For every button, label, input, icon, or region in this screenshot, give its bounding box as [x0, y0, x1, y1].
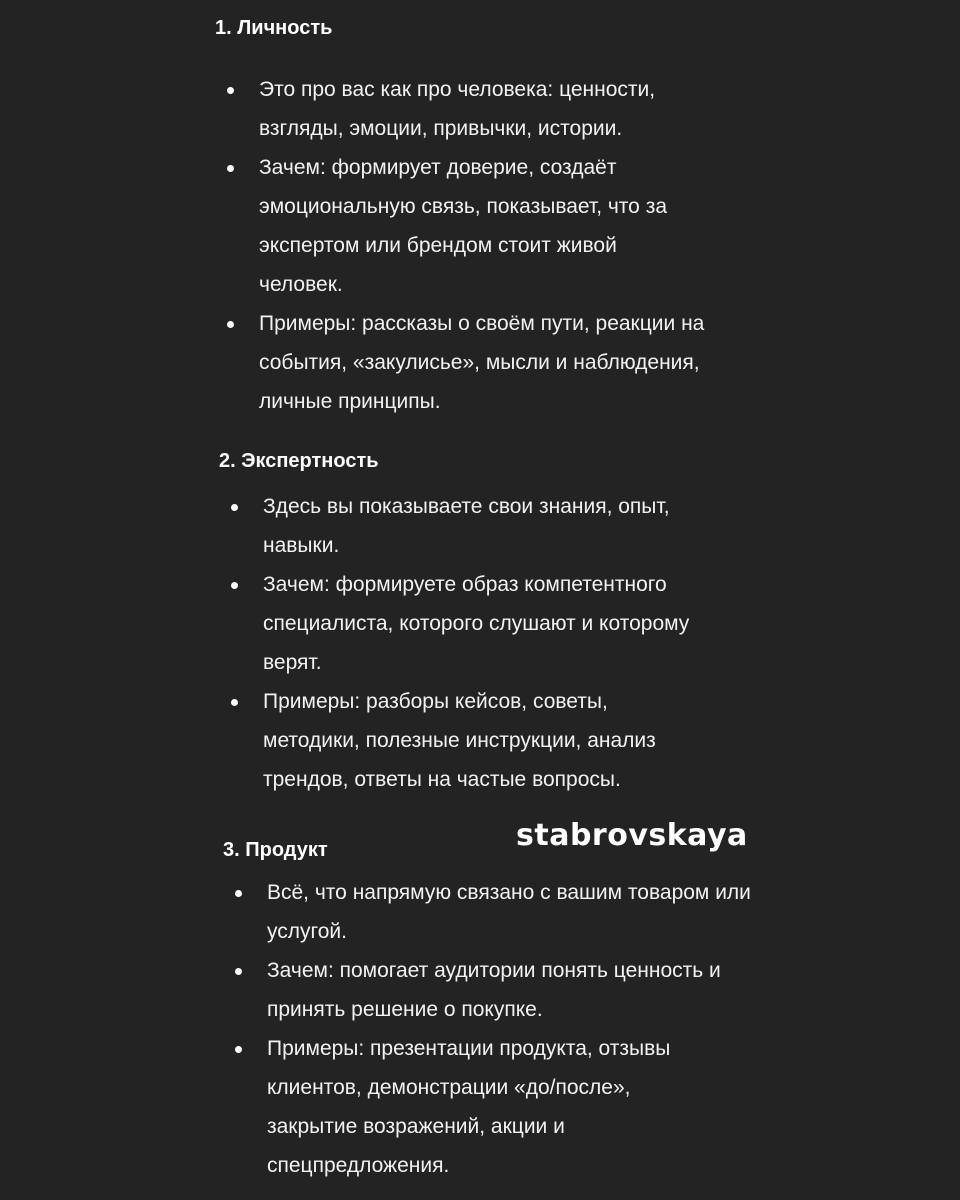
bullet-list [223, 873, 757, 1185]
bullet-icon [235, 968, 242, 975]
bullet-icon [231, 699, 238, 706]
list-item-text: Зачем: формируете образ компетентного специалиста, которого слушают и которому верят. [263, 573, 690, 674]
bullet-icon [227, 165, 234, 172]
list-item-text: Примеры: разборы кейсов, советы, методики, полезные инструкции, анализ трендов, ответы на частые вопросы. [263, 690, 656, 791]
bullet-icon [227, 321, 234, 328]
bullet-list [215, 70, 724, 421]
bullet-icon [231, 582, 238, 589]
list-item [215, 148, 699, 304]
list-item [219, 565, 738, 682]
list-item [215, 70, 709, 148]
list-item-text: Это про вас как про человека: ценности, взгляды, эмоции, привычки, истории. [259, 78, 656, 140]
section-personality [215, 14, 705, 413]
bullet-icon [231, 504, 238, 511]
bullet-icon [235, 1046, 242, 1053]
list-item [223, 1029, 712, 1185]
watermark-logo: stabrovskaya [516, 818, 748, 853]
list-item [223, 873, 757, 951]
bullet-icon [227, 87, 234, 94]
list-item [219, 487, 713, 565]
list-item-text: Зачем: формирует доверие, создаёт эмоциональную связь, показывает, что за экспертом или брендом стоит живой человек. [259, 156, 668, 296]
bullet-icon [235, 890, 242, 897]
list-item-text: Здесь вы показываете свои знания, опыт, навыки. [263, 495, 670, 557]
section-title: 2. Экспертность [219, 450, 379, 472]
section-title: 1. Личность [215, 17, 333, 39]
bullet-list [219, 487, 738, 799]
section-expertise [219, 447, 690, 791]
section-product [223, 836, 751, 1177]
list-item-text: Зачем: помогает аудитории понять ценность и принять решение о покупке. [267, 959, 721, 1021]
list-item [215, 304, 724, 421]
list-item [223, 951, 757, 1029]
list-item-text: Примеры: презентации продукта, отзывы клиентов, демонстрации «до/после», закрытие возражений, акции и спецпредложения. [267, 1037, 671, 1177]
list-item-text: Всё, что напрямую связано с вашим товаром или услугой. [267, 881, 751, 943]
list-item-text: Примеры: рассказы о своём пути, реакции на события, «закулисье», мысли и наблюдения, личные принципы. [259, 312, 705, 413]
list-item [219, 682, 703, 799]
section-title: 3. Продукт [223, 839, 328, 861]
